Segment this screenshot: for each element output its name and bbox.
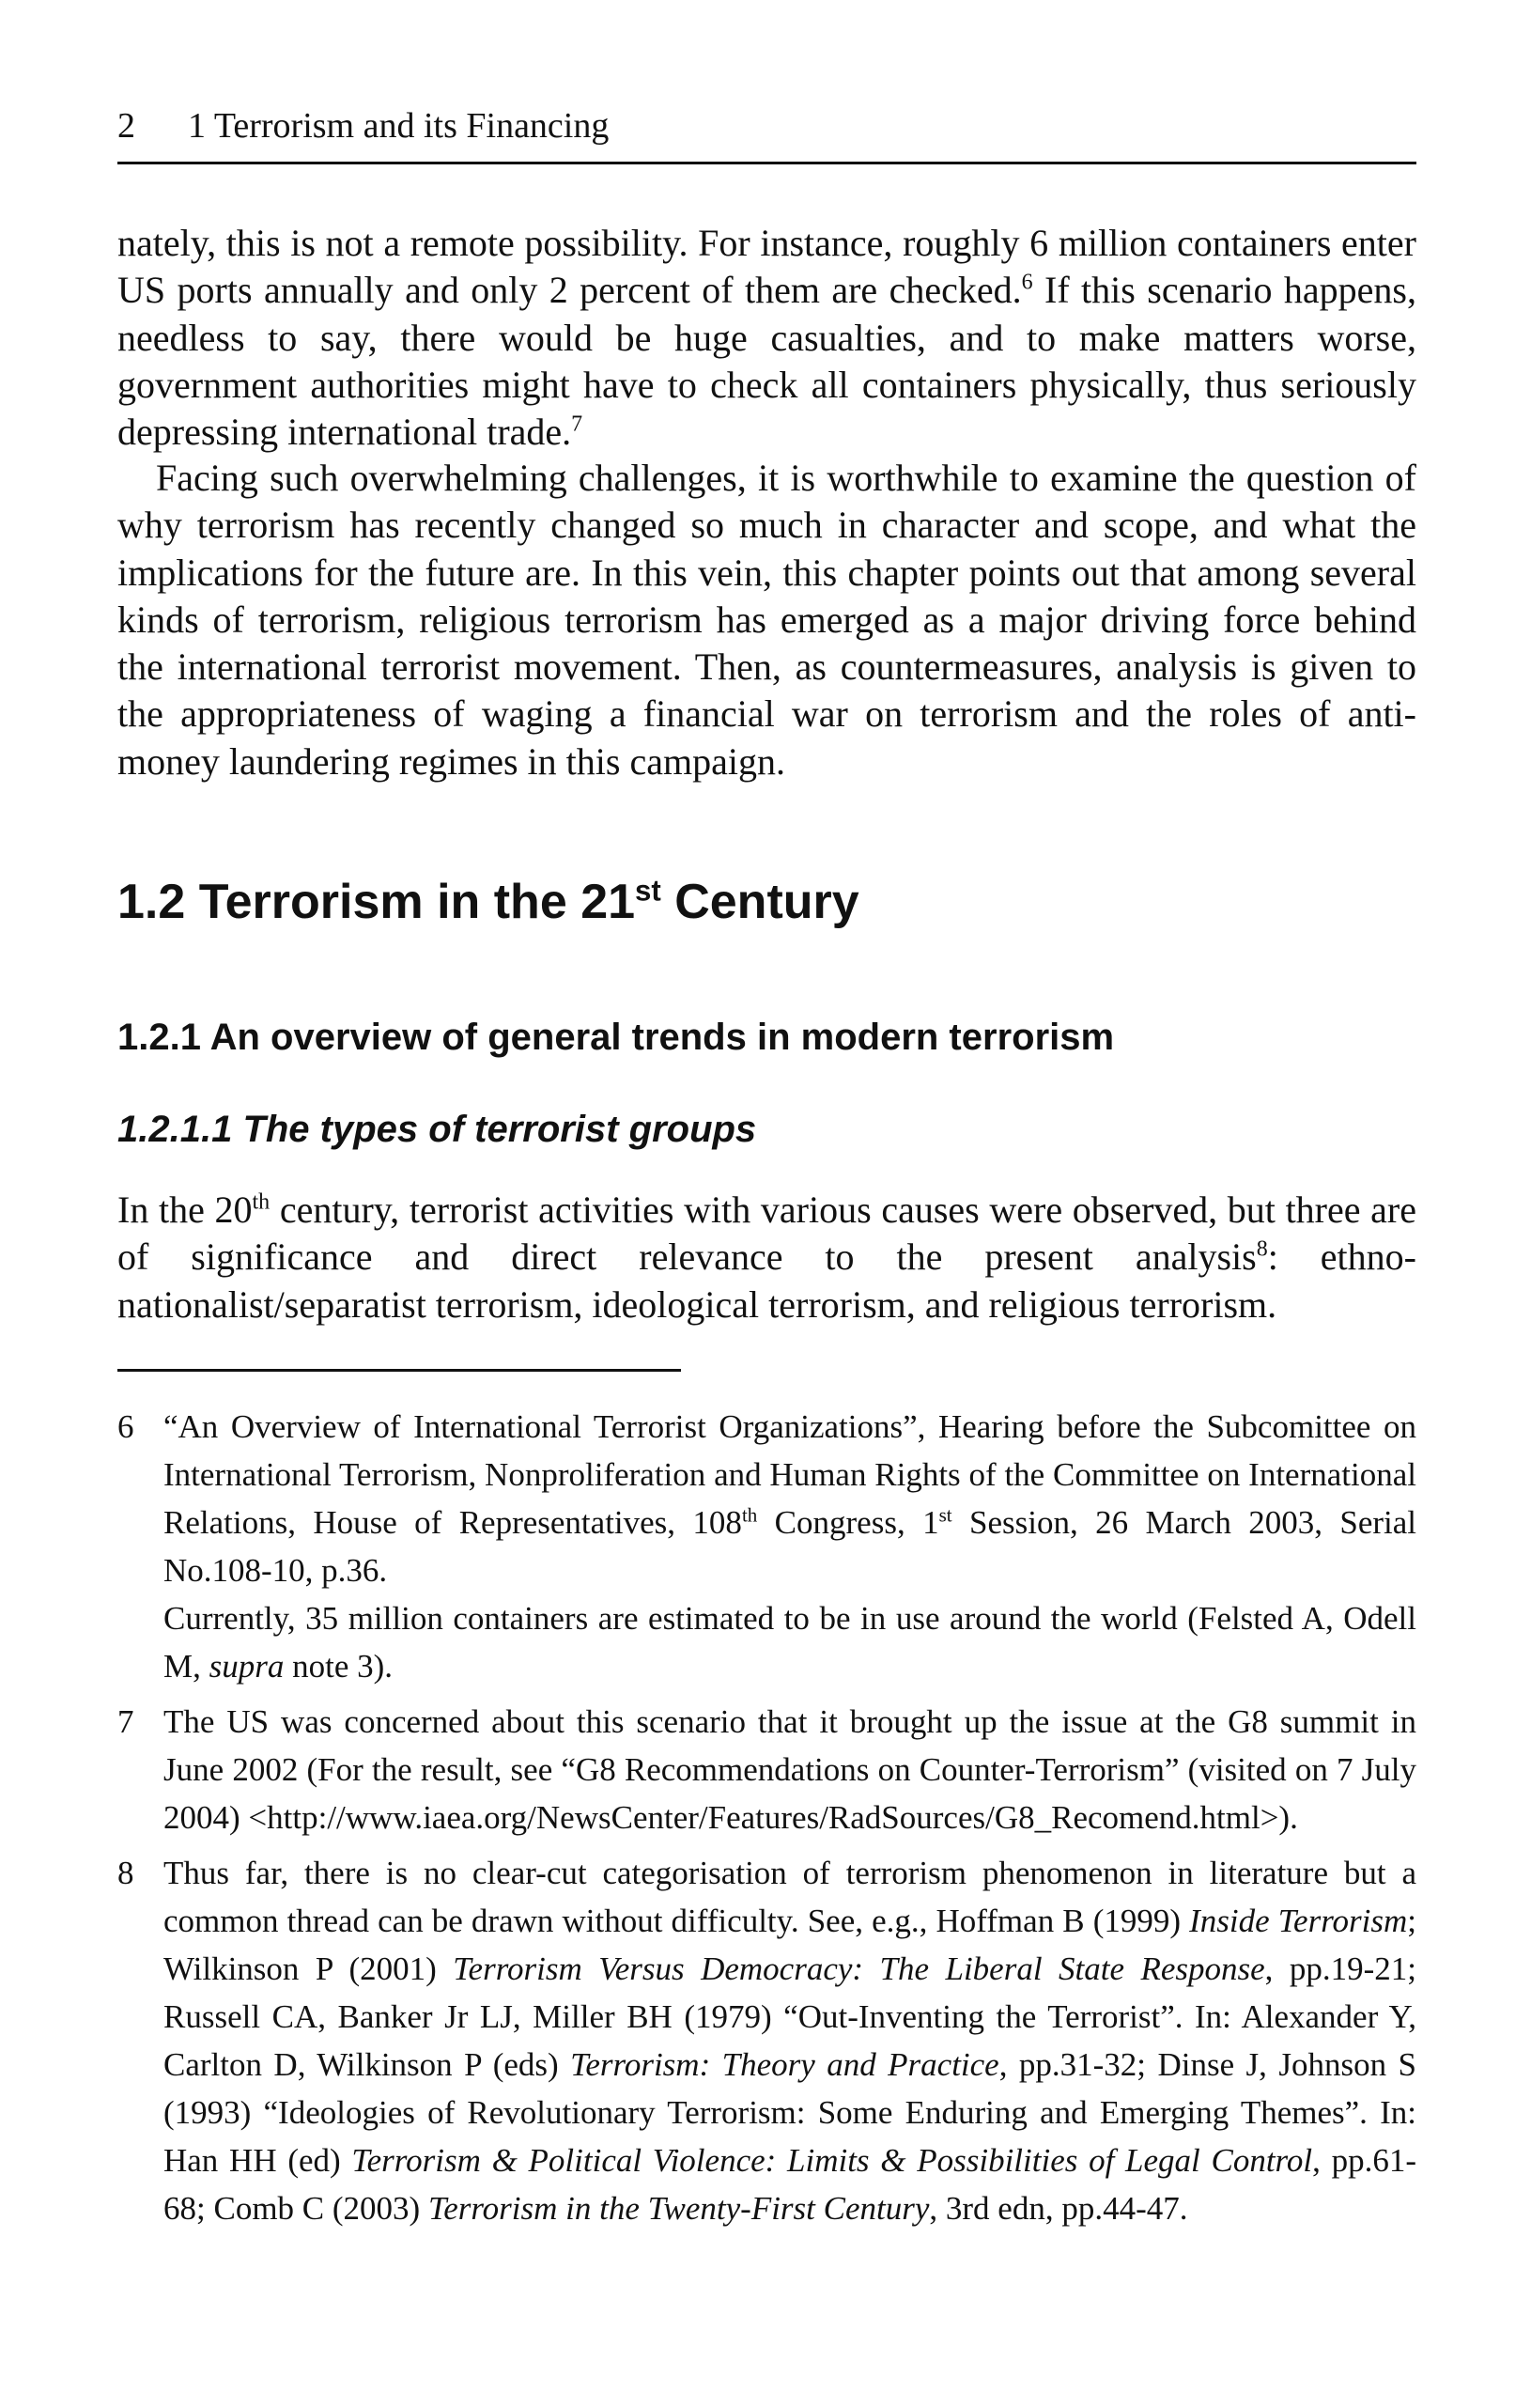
paragraph-chapter-outline (117, 455, 1416, 785)
footnote-number: 8 (117, 1855, 134, 1891)
paragraph-types (117, 1187, 1416, 1328)
para3-text-1: In the 20 (117, 1188, 253, 1231)
para3-text-3: : ethno-nationalist/separatist terrorism, ideological terrorism, and religious terrorism. (117, 1235, 1416, 1326)
section-heading (117, 874, 859, 930)
footnote-number: 6 (117, 1408, 134, 1445)
footnote-separator (117, 1369, 681, 1372)
fn6-text-5: note 3). (284, 1648, 394, 1685)
fn8-text-3: , pp.19-21; Russell CA, Banker Jr LJ, Miller BH (1979) “Out-Inventing the Terrorist”. In: Alexander Y, Carlton D, Wilkinson P (eds) (163, 1950, 1416, 2083)
fn6-sup-st: st (938, 1503, 952, 1527)
paragraph-continuation (117, 220, 1416, 456)
fn6-italic: supra (209, 1648, 285, 1685)
para1-text-2: If this scenario happens, needless to say, there would be huge casualties, and to make matters worse, government authorities might have to check all containers physically, thus seriously depressing international trade. (117, 269, 1416, 454)
fn6-text-1: “An Overview of International Terrorist Organizations”, Hearing before the Subcomittee on International Terrorism, Nonproliferation and Human Rights of the Committee on International Relations, House of Representatives, 108 (163, 1408, 1416, 1541)
running-title: 1 Terrorism and its Financing (188, 106, 610, 146)
para2-text: Facing such overwhelming challenges, it is worthwhile to examine the question of why terrorism has recently changed so much in character and scope, and what the implications for the future are. In this vein, this chapter points out that among several kinds of terrorism, religious terrorism has emerged as a major driving force behind the international terrorist movement. Then, as countermeasures, analysis is given to the appropriateness of waging a financial war on terrorism and the roles of anti-money laundering regimes in this campaign. (117, 457, 1416, 783)
footnote-ref-6[interactable]: 6 (1021, 270, 1033, 295)
fn7-text: The US was concerned about this scenario that it brought up the issue at the G8 summit in June 2002 (For the result, see “G8 Recommendations on Counter-Terrorism” (visited on 7 July 2004) <http://www.iaea.org/NewsCenter/Features/RadSources/G8_Recomend.html>). (163, 1703, 1416, 1836)
fn8-text-4: , pp.31-32; Dinse J, Johnson S (1993) “Ideologies of Revolutionary Terrorism: Some Enduring and Emerging Themes”. In: Han HH (ed) (163, 2046, 1416, 2179)
para3-sup-th: th (252, 1189, 271, 1215)
running-head (117, 105, 609, 147)
para1-text-1: nately, this is not a remote possibility. For instance, roughly 6 million containers enter US ports annually and only 2 percent of them are checked. (117, 222, 1416, 312)
subsection-heading: 1.2.1 An overview of general trends in modern terrorism (117, 1017, 1115, 1058)
footnote-ref-8[interactable]: 8 (1256, 1236, 1268, 1262)
fn6-text-3: Session, 26 March 2003, Serial No.108-10, p.36. (163, 1504, 1416, 1589)
section-title-post: Century (660, 875, 859, 929)
footnote-6-part-a (163, 1403, 1416, 1594)
page-number: 2 (117, 106, 135, 146)
footnote-6 (117, 1403, 1416, 1690)
footnote-6-part-b (163, 1594, 1416, 1690)
fn8-text-1: Thus far, there is no clear-cut categorisation of terrorism phenomenon in literature but a common thread can be drawn without difficulty. See, e.g., Hoffman B (1999) (163, 1855, 1416, 1939)
para3-text-2: century, terrorist activities with various causes were observed, but three are of significance and direct relevance to the present analysis (117, 1188, 1416, 1279)
fn8-title-1: Inside Terrorism (1189, 1903, 1408, 1939)
fn8-text-6: , 3rd edn, pp.44-47. (929, 2190, 1188, 2227)
footnote-7 (117, 1698, 1416, 1841)
footnote-8 (117, 1849, 1416, 2232)
fn8-text-5: , pp.61-68; Comb C (2003) (163, 2142, 1416, 2227)
fn8-title-5: Terrorism in the Twenty-First Century (427, 2190, 930, 2227)
section-title-pre: 1.2 Terrorism in the 21 (117, 875, 636, 929)
footnotes (117, 1403, 1416, 2232)
fn6-text-2: Congress, 1 (757, 1504, 939, 1541)
footnote-number: 7 (117, 1703, 134, 1740)
fn6-sup-th: th (741, 1503, 758, 1527)
fn8-body (163, 1849, 1416, 2232)
footnote-ref-7[interactable]: 7 (571, 412, 583, 437)
fn6-text-4: Currently, 35 million containers are estimated to be in use around the world (Felsted A, Odell M, (163, 1600, 1416, 1685)
header-rule (117, 162, 1416, 164)
fn8-title-3: Terrorism: Theory and Practice (570, 2046, 999, 2083)
fn8-text-2: ; Wilkinson P (2001) (163, 1903, 1416, 1987)
fn8-title-2: Terrorism Versus Democracy: The Liberal State Response (453, 1950, 1265, 1987)
fn8-title-4: Terrorism & Political Violence: Limits & Possibilities of Legal Control (351, 2142, 1313, 2179)
subsubsection-heading: 1.2.1.1 The types of terrorist groups (117, 1109, 757, 1150)
section-title-sup: st (635, 874, 661, 908)
